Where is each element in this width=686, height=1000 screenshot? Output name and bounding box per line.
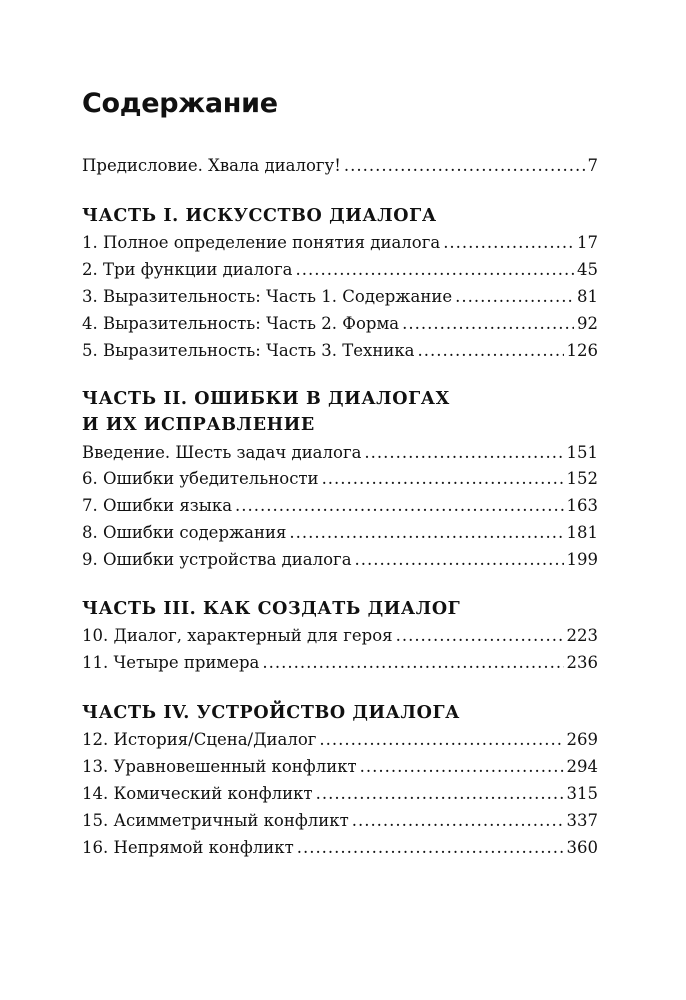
toc-entry-page: 294	[566, 757, 598, 776]
dot-leader	[355, 548, 564, 572]
toc-entry-page: 337	[566, 811, 598, 830]
dot-leader	[316, 782, 564, 806]
toc-entry-page: 360	[566, 838, 598, 857]
dot-leader	[297, 836, 564, 860]
toc-entry-page: 163	[566, 496, 598, 515]
toc-entry-page: 181	[566, 523, 598, 542]
toc-entry-page: 199	[566, 550, 598, 569]
toc-entry[interactable]	[82, 836, 598, 860]
part-heading-1: ЧАСТЬ I. ИСКУССТВО ДИАЛОГА	[82, 206, 437, 226]
dot-leader	[443, 231, 574, 255]
toc-entry[interactable]	[82, 494, 598, 518]
toc-entry-page: 7	[587, 156, 598, 175]
toc-entry[interactable]	[82, 548, 598, 572]
toc-entry[interactable]	[82, 728, 598, 752]
toc-entry[interactable]	[82, 782, 598, 806]
dot-leader	[344, 154, 585, 178]
toc-entry-label: 4. Выразительность: Часть 2. Форма	[82, 314, 400, 333]
toc-entry-page: 126	[566, 341, 598, 360]
dot-leader	[235, 494, 563, 518]
toc-entry-page: 151	[566, 443, 598, 462]
toc-entry-label: 2. Три функции диалога	[82, 260, 293, 279]
toc-entry-page: 152	[566, 469, 598, 488]
dot-leader	[319, 728, 563, 752]
page-title: Содержание	[82, 88, 278, 119]
toc-entry-label: 1. Полное определение понятия диалога	[82, 233, 441, 252]
part-heading-2-line-1: ЧАСТЬ II. ОШИБКИ В ДИАЛОГАХ	[82, 389, 450, 409]
toc-entry-label: 11. Четыре примера	[82, 653, 260, 672]
toc-entry-label: 10. Диалог, характерный для героя	[82, 626, 393, 645]
toc-entry-preface[interactable]	[82, 154, 598, 178]
toc-entry[interactable]	[82, 285, 598, 309]
toc-entry[interactable]	[82, 755, 598, 779]
dot-leader	[289, 521, 563, 545]
dot-leader	[322, 467, 564, 491]
toc-entry-label: 15. Асимметричный конфликт	[82, 811, 349, 830]
toc-entry-label: 5. Выразительность: Часть 3. Техника	[82, 341, 415, 360]
toc-entry-page: 92	[577, 314, 598, 333]
toc-entry[interactable]	[82, 441, 598, 465]
toc-entry-page: 45	[577, 260, 598, 279]
part-heading-2-line-2: И ИХ ИСПРАВЛЕНИЕ	[82, 415, 315, 435]
dot-leader	[417, 339, 563, 363]
toc-entry[interactable]	[82, 521, 598, 545]
part-heading-3: ЧАСТЬ III. КАК СОЗДАТЬ ДИАЛОГ	[82, 599, 461, 619]
toc-entry-label: Предисловие. Хвала диалогу!	[82, 156, 341, 175]
dot-leader	[295, 258, 574, 282]
dot-leader	[402, 312, 574, 336]
toc-entry-label: 12. История/Сцена/Диалог	[82, 730, 317, 749]
toc-entry[interactable]	[82, 231, 598, 255]
toc-entry[interactable]	[82, 258, 598, 282]
toc-entry-page: 223	[566, 626, 598, 645]
toc-entry-label: 16. Непрямой конфликт	[82, 838, 294, 857]
toc-entry[interactable]	[82, 467, 598, 491]
toc-entry-label: 14. Комический конфликт	[82, 784, 313, 803]
toc-entry-label: 6. Ошибки убедительности	[82, 469, 319, 488]
toc-entry-label: 7. Ошибки языка	[82, 496, 233, 515]
part-heading-4: ЧАСТЬ IV. УСТРОЙСТВО ДИАЛОГА	[82, 703, 460, 723]
toc-entry[interactable]	[82, 651, 598, 675]
dot-leader	[455, 285, 574, 309]
toc-entry-label: Введение. Шесть задач диалога	[82, 443, 362, 462]
toc-entry-page: 81	[577, 287, 598, 306]
toc-entry-label: 9. Ошибки устройства диалога	[82, 550, 352, 569]
toc-entry-label: 3. Выразительность: Часть 1. Содержание	[82, 287, 453, 306]
toc-entry[interactable]	[82, 339, 598, 363]
toc-entry[interactable]	[82, 809, 598, 833]
toc-entry-label: 8. Ошибки содержания	[82, 523, 287, 542]
toc-entry[interactable]	[82, 312, 598, 336]
dot-leader	[262, 651, 563, 675]
toc-entry-page: 315	[566, 784, 598, 803]
toc-entry-page: 269	[566, 730, 598, 749]
dot-leader	[360, 755, 564, 779]
dot-leader	[364, 441, 563, 465]
dot-leader	[396, 624, 564, 648]
toc-entry-page: 236	[566, 653, 598, 672]
dot-leader	[352, 809, 564, 833]
toc-entry-label: 13. Уравновешенный конфликт	[82, 757, 357, 776]
toc-entry-page: 17	[577, 233, 598, 252]
toc-entry[interactable]	[82, 624, 598, 648]
